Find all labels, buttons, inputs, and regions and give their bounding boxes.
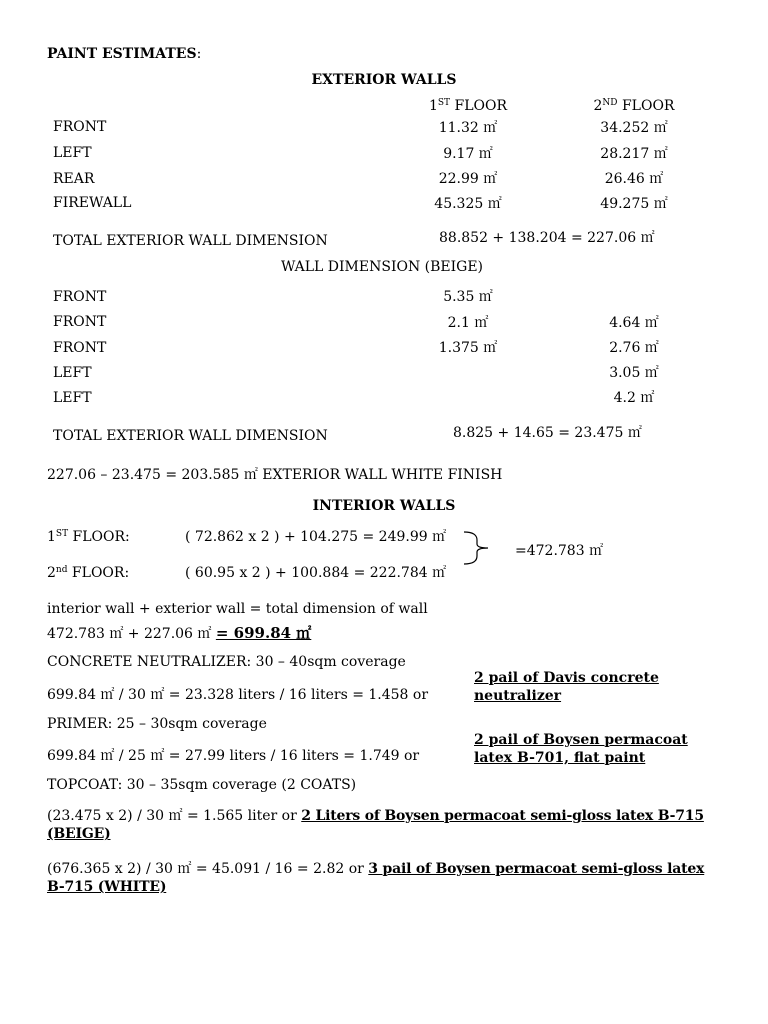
white-finish-line: 227.06 – 23.475 = 203.585 ㎡ EXTERIOR WALL WHITE FINISH: [47, 467, 503, 483]
total-dimension-value: = 699.84 ㎡: [215, 624, 312, 642]
primer-calc: 699.84 ㎡ / 25 ㎡ = 27.99 liters / 16 liters = 1.749 or: [47, 748, 420, 764]
exterior-row-value-2nd: 34.252 ㎡: [600, 120, 668, 136]
primer-result: 2 pail of Boysen permacoat latex B-701, flat paint: [474, 732, 688, 766]
beige-row-label: FRONT: [53, 289, 107, 305]
beige-heading: WALL DIMENSION (BEIGE): [280, 259, 484, 275]
exterior-row-value-1st: 22.99 ㎡: [438, 171, 498, 187]
exterior-total-value: 88.852 + 138.204 = 227.06 ㎡: [439, 230, 655, 246]
beige-row-value-2nd: 4.64 ㎡: [609, 315, 659, 331]
beige-row-value-2nd: 4.2 ㎡: [613, 390, 655, 406]
interior-floor1-label: 1ST FLOOR:: [47, 529, 130, 545]
beige-row-value-2nd: 2.76 ㎡: [609, 340, 659, 356]
beige-row-value-1st: 2.1 ㎡: [447, 315, 489, 331]
col-header-1st-floor: 1ST FLOOR: [428, 98, 508, 114]
neutralizer-spec: CONCRETE NEUTRALIZER: 30 – 40sqm coverage: [47, 654, 406, 670]
beige-row-value-1st: 1.375 ㎡: [438, 340, 498, 356]
topcoat-white-line: (676.365 x 2) / 30 ㎡ = 45.091 / 16 = 2.82 or 3 pail of Boysen permacoat semi-gloss latex B-715 (WHITE): [47, 861, 705, 895]
topcoat-beige-result: 2 Liters of Boysen permacoat semi-gloss latex B-715 (BEIGE): [47, 808, 704, 842]
exterior-row-value-1st: 11.32 ㎡: [438, 120, 498, 136]
exterior-row-label: REAR: [53, 171, 95, 187]
total-formula-line: interior wall + exterior wall = total dimension of wall: [47, 601, 428, 617]
exterior-row-value-1st: 9.17 ㎡: [443, 146, 493, 162]
interior-floor2-label: 2nd FLOOR:: [47, 565, 130, 581]
exterior-row-value-2nd: 28.217 ㎡: [600, 146, 668, 162]
curly-brace: [462, 528, 496, 568]
beige-row-value-2nd: 3.05 ㎡: [609, 365, 659, 381]
topcoat-spec: TOPCOAT: 30 – 35sqm coverage (2 COATS): [47, 777, 357, 793]
beige-row-label: FRONT: [53, 340, 107, 356]
interior-floor2-calc: ( 60.95 x 2 ) + 100.884 = 222.784 ㎡: [185, 565, 447, 581]
primer-spec: PRIMER: 25 – 30sqm coverage: [47, 716, 267, 732]
interior-heading: INTERIOR WALLS: [312, 498, 456, 514]
exterior-row-label: FIREWALL: [53, 195, 132, 211]
exterior-row-label: FRONT: [53, 119, 107, 135]
beige-total-value: 8.825 + 14.65 = 23.475 ㎡: [453, 425, 642, 441]
exterior-row-value-2nd: 49.275 ㎡: [600, 196, 668, 212]
topcoat-beige-line: (23.475 x 2) / 30 ㎡ = 1.565 liter or 2 Liters of Boysen permacoat semi-gloss latex B-715 (BEIGE): [47, 808, 704, 842]
interior-sum: =472.783 ㎡: [515, 543, 604, 559]
beige-row-label: LEFT: [53, 365, 92, 381]
exterior-row-label: LEFT: [53, 145, 92, 161]
col-header-2nd-floor: 2ND FLOOR: [593, 98, 675, 114]
topcoat-white-result: 3 pail of Boysen permacoat semi-gloss latex B-715 (WHITE): [47, 861, 705, 895]
beige-row-label: FRONT: [53, 314, 107, 330]
beige-total-label: TOTAL EXTERIOR WALL DIMENSION: [53, 428, 328, 444]
page-title: PAINT ESTIMATES:: [47, 46, 202, 62]
exterior-row-value-1st: 45.325 ㎡: [434, 196, 502, 212]
neutralizer-calc: 699.84 ㎡ / 30 ㎡ = 23.328 liters / 16 liters = 1.458 or: [47, 687, 429, 703]
beige-row-label: LEFT: [53, 390, 92, 406]
beige-row-value-1st: 5.35 ㎡: [443, 289, 493, 305]
exterior-total-label: TOTAL EXTERIOR WALL DIMENSION: [53, 233, 328, 249]
neutralizer-result: 2 pail of Davis concrete neutralizer: [474, 670, 659, 704]
exterior-heading: EXTERIOR WALLS: [311, 72, 457, 88]
exterior-row-value-2nd: 26.46 ㎡: [604, 171, 664, 187]
interior-floor1-calc: ( 72.862 x 2 ) + 104.275 = 249.99 ㎡: [185, 529, 447, 545]
total-dimension-line: 472.783 ㎡ + 227.06 ㎡ = 699.84 ㎡: [47, 624, 312, 642]
